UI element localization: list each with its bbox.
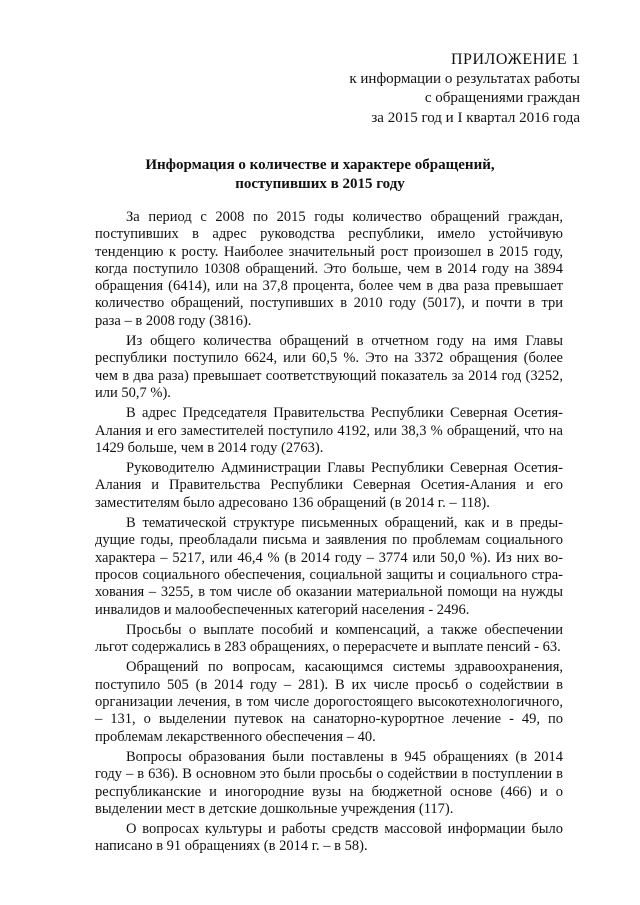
appendix-line: с обращениями граждан bbox=[424, 90, 580, 106]
paragraph bbox=[95, 821, 563, 856]
paragraph-line: поступивших в адрес руководства республики, имело устойчивую bbox=[95, 226, 563, 243]
paragraph-line: – 131, о выделении путевок на санаторно-курортное лечение - 49, по bbox=[95, 711, 563, 728]
paragraph bbox=[95, 405, 563, 457]
paragraph-line: заместителям было адресовано 136 обращений (в 2014 г. – 118). bbox=[95, 494, 490, 511]
appendix-line: за 2015 год и I квартал 2016 года bbox=[371, 109, 580, 126]
paragraph-line: республики поступило 6624, или 60,5 %. Это на 3372 обращения (более bbox=[95, 350, 563, 367]
paragraph-line: проблемам лекарственного обеспечения – 40. bbox=[95, 728, 376, 745]
paragraph-line: Алания и Правительства Республики Северная Осетия-Алания и его bbox=[95, 477, 563, 494]
appendix-title: ПРИЛОЖЕНИЕ 1 bbox=[450, 51, 580, 68]
paragraph-line: характера – 5217, или 46,4 % (в 2014 году – 3774 или 50,0 %). Из них во- bbox=[95, 549, 563, 566]
appendix-line: к информации о результатах работы bbox=[349, 70, 580, 87]
paragraph-line: тенденцию к росту. Наиболее значительный рост произошел в 2015 году, bbox=[95, 243, 563, 260]
appendix-block bbox=[349, 50, 580, 128]
paragraph-line: Руководителю Администрации Главы Республики Северная Осетия- bbox=[126, 460, 563, 477]
paragraph-line: чем в два раза) превышает соответствующий показатель за 2014 год (3252, bbox=[95, 367, 563, 384]
paragraph-line: 1429 больше, чем в 2014 году (2763). bbox=[95, 439, 324, 456]
document-heading bbox=[90, 156, 550, 194]
paragraph-line: республиканские и иногородние вузы на бюджетной основе (466) и о bbox=[95, 783, 563, 800]
paragraph bbox=[95, 209, 563, 330]
paragraph bbox=[95, 749, 563, 818]
heading-line: Информация о количестве и характере обращений, bbox=[145, 157, 495, 173]
paragraph-line: инвалидов и малообеспеченных категорий населения - 2496. bbox=[95, 601, 470, 618]
paragraph-line: Просьбы о выплате пособий и компенсаций, а также обеспечении bbox=[126, 621, 563, 638]
paragraph-line: Из общего количества обращений в отчетном году на имя Главы bbox=[126, 333, 563, 350]
paragraph-line: Вопросы образования были поставлены в 945 обращениях (в 2014 bbox=[126, 748, 563, 765]
paragraph-line: поступило 505 (в 2014 году – 281). В их числе просьб о содействии в bbox=[95, 676, 563, 693]
paragraph-line: году – в 636). В основном это были просьбы о содействии в поступлении в bbox=[95, 766, 563, 783]
paragraph-line: выделении мест в детские дошкольные учреждения (117). bbox=[95, 800, 454, 817]
paragraph-line: О вопросах культуры и работы средств массовой информации было bbox=[126, 821, 563, 838]
paragraph-line: Обращений по вопросам, касающимся системы здравоохранения, bbox=[126, 659, 563, 676]
paragraph-line: хования – 3255, в том числе об оказании материальной помощи на нужды bbox=[95, 584, 563, 601]
paragraph-line: Алания и его заместителей поступило 4192, или 38,3 % обращений, что на bbox=[95, 422, 563, 439]
paragraph-line: раза – в 2008 году (3816). bbox=[95, 312, 252, 329]
paragraph-line: В тематической структуре письменных обращений, как и в преды- bbox=[126, 515, 563, 532]
paragraph bbox=[95, 622, 563, 657]
paragraph-line: количество обращений, поступивших в 2010 году (5017), и почти в три bbox=[95, 295, 563, 312]
document-body bbox=[95, 209, 563, 859]
paragraph-line: За период с 2008 по 2015 годы количество обращений граждан, bbox=[126, 209, 563, 225]
paragraph-line: обращения (6414), или на 37,8 процента, более чем в два раза превышает bbox=[95, 278, 563, 295]
paragraph-line: дущие годы, преобладали письма и заявления по проблемам социального bbox=[95, 532, 563, 549]
paragraph bbox=[95, 460, 563, 512]
paragraph-line: просов социального обеспечения, социальной защиты и социального стра- bbox=[95, 566, 563, 583]
paragraph bbox=[95, 659, 563, 745]
paragraph-line: льгот содержались в 283 обращениях, о перерасчете и выплате пенсий - 63. bbox=[95, 639, 561, 656]
paragraph bbox=[95, 515, 563, 619]
paragraph-line: когда поступило 10308 обращений. Это больше, чем в 2014 году на 3894 bbox=[95, 260, 563, 277]
paragraph-line: написано в 91 обращениях (в 2014 г. – в 58). bbox=[95, 838, 368, 855]
heading-line: поступивших в 2015 году bbox=[235, 176, 405, 192]
paragraph bbox=[95, 333, 563, 402]
paragraph-line: или 50,7 %). bbox=[95, 384, 171, 401]
paragraph-line: организации лечения, в том числе дорогостоящего высокотехнологичного, bbox=[95, 694, 563, 711]
paragraph-line: В адрес Председателя Правительства Республики Северная Осетия- bbox=[126, 405, 563, 422]
